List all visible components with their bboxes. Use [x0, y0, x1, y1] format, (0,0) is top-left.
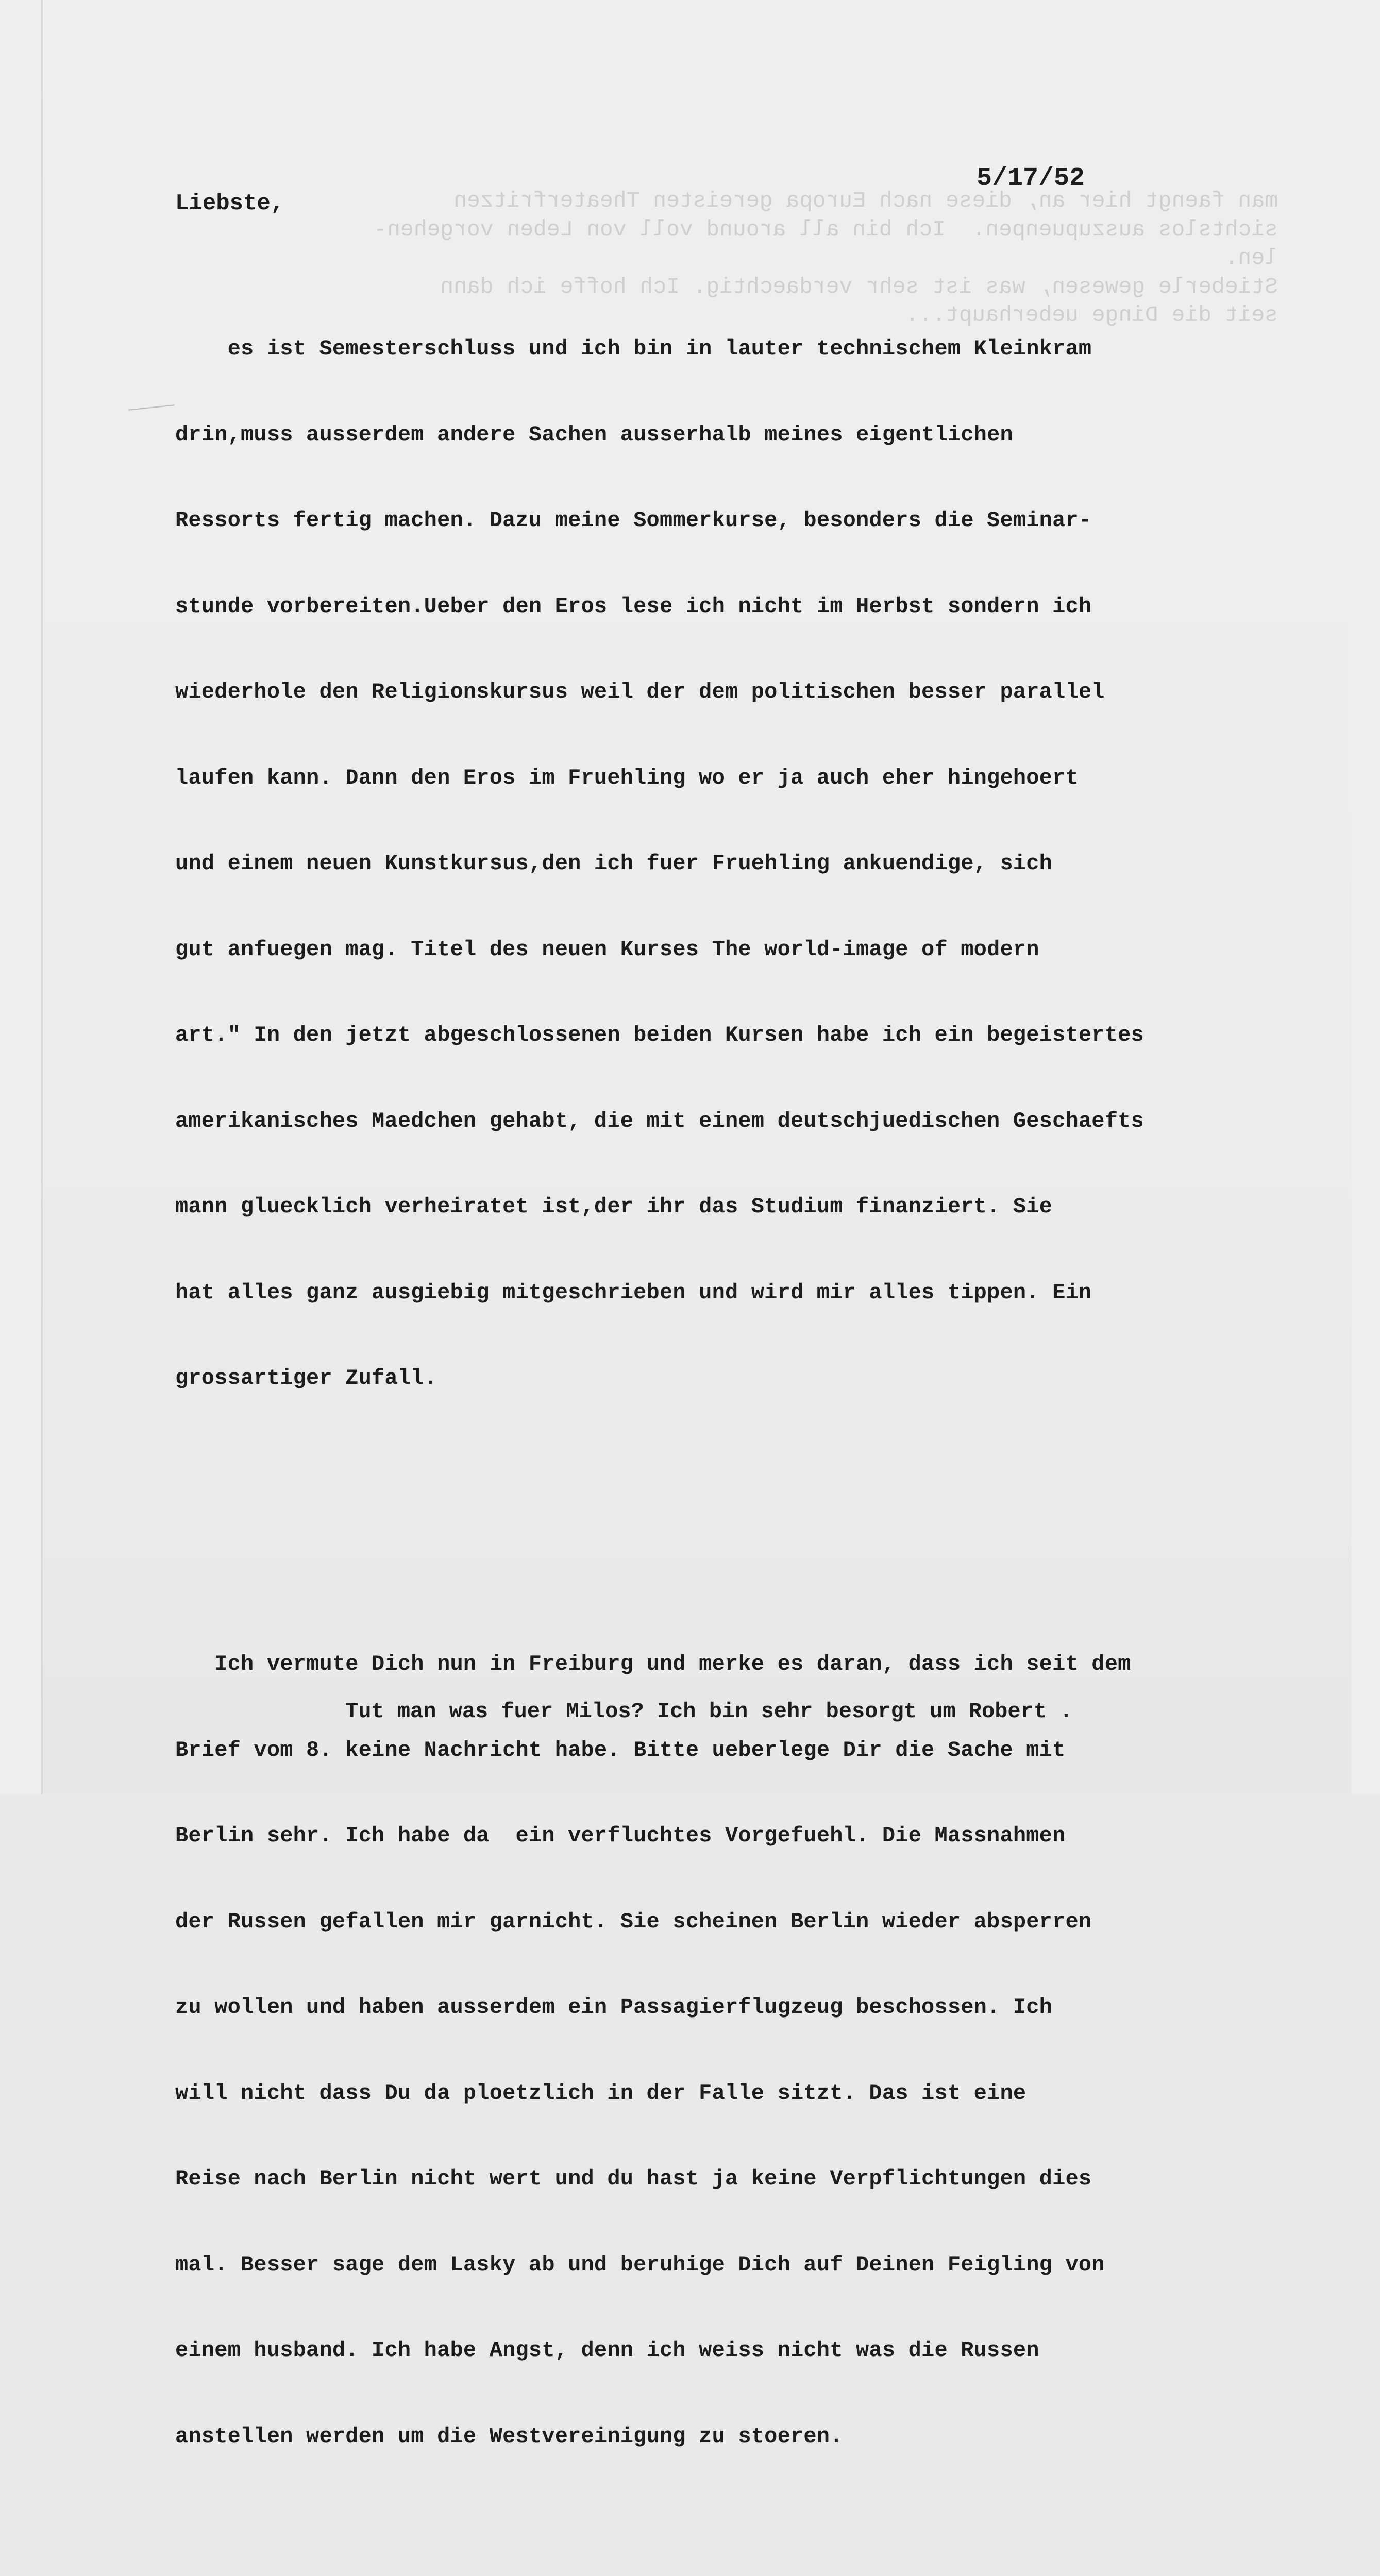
salutation: Liebste,: [175, 191, 284, 216]
text-line: stunde vorbereiten.Ueber den Eros lese ich nicht im Herbst sondern ich: [175, 594, 1092, 619]
paragraph-gap: [175, 1507, 1350, 1536]
text-line: mann gluecklich verheiratet ist,der ihr das Studium finanziert. Sie: [175, 1194, 1053, 1219]
paragraph-2: [175, 1593, 1350, 2508]
text-line: grossartiger Zufall.: [175, 1366, 437, 1391]
text-line: mal. Besser sage dem Lasky ab und beruhige Dich auf Deinen Feigling von: [175, 2252, 1105, 2277]
text-line: anstellen werden um die Westvereinigung zu stoeren.: [175, 2424, 843, 2449]
text-line: gut anfuegen mag. Titel des neuen Kurses The world-image of modern: [175, 937, 1039, 962]
letter-date: 5/17/52: [977, 164, 1085, 193]
text-line: Ressorts fertig machen. Dazu meine Sommerkurse, besonders die Seminar-: [175, 508, 1092, 533]
text-line: der Russen gefallen mir garnicht. Sie scheinen Berlin wieder absperren: [175, 1909, 1092, 1934]
text-line: Berlin sehr. Ich habe da ein verfluchtes Vorgefuehl. Die Massnahmen: [175, 1823, 1066, 1848]
bleed-line: len.: [1224, 245, 1278, 270]
text-line: zu wollen und haben ausserdem ein Passagierflugzeug beschossen. Ich: [175, 1995, 1053, 2020]
text-line: einem husband. Ich habe Angst, denn ich weiss nicht was die Russen: [175, 2338, 1039, 2363]
text-line: art." In den jetzt abgeschlossenen beiden Kursen habe ich ein begeistertes: [175, 1023, 1144, 1047]
text-line: Reise nach Berlin nicht wert und du hast ja keine Verpflichtungen dies: [175, 2166, 1092, 2191]
text-line: hat alles ganz ausgiebig mitgeschrieben und wird mir alles tippen. Ein: [175, 1280, 1092, 1305]
text-line: Brief vom 8. keine Nachricht habe. Bitte ueberlege Dir die Sache mit: [175, 1737, 1066, 1762]
paragraph-1: [175, 278, 1350, 1450]
text-line: wiederhole den Religionskursus weil der dem politischen besser parallel: [175, 680, 1105, 704]
bleed-line: sichtslos auszupuenpen. Ich bin all around voll von Leben vorgehen-: [374, 216, 1278, 242]
text-line: amerikanisches Maedchen gehabt, die mit einem deutschjuedischen Geschaefts: [175, 1108, 1144, 1133]
text-line: laufen kann. Dann den Eros im Fruehling wo er ja auch eher hingehoert: [175, 765, 1079, 790]
bleed-line: Stieberle gewesen, was ist sehr verdaechtig. Ich hoffe ich dann: [440, 274, 1278, 299]
letter-body: [175, 221, 1350, 2576]
closing-line: Tut man was fuer Milos? Ich bin sehr besorgt um Robert .: [345, 1699, 1073, 1724]
text-line: Ich vermute Dich nun in Freiburg und merke es daran, dass ich seit dem: [175, 1652, 1131, 1676]
bleed-line: seit die Dinge ueberhaupt...: [905, 302, 1278, 328]
text-line: will nicht dass Du da ploetzlich in der Falle sitzt. Das ist eine: [175, 2080, 1026, 2106]
text-line: es ist Semesterschluss und ich bin in lauter technischem Kleinkram: [175, 336, 1092, 361]
text-line: drin,muss ausserdem andere Sachen ausserhalb meines eigentlichen: [175, 422, 1013, 447]
paragraph-gap: [175, 2565, 1350, 2576]
bleed-line: man faengt hier an, diese nach Europa gereisten Theaterfritzen: [453, 188, 1278, 213]
text-line: und einem neuen Kunstkursus,den ich fuer Fruehling ankuendige, sich: [175, 851, 1053, 876]
